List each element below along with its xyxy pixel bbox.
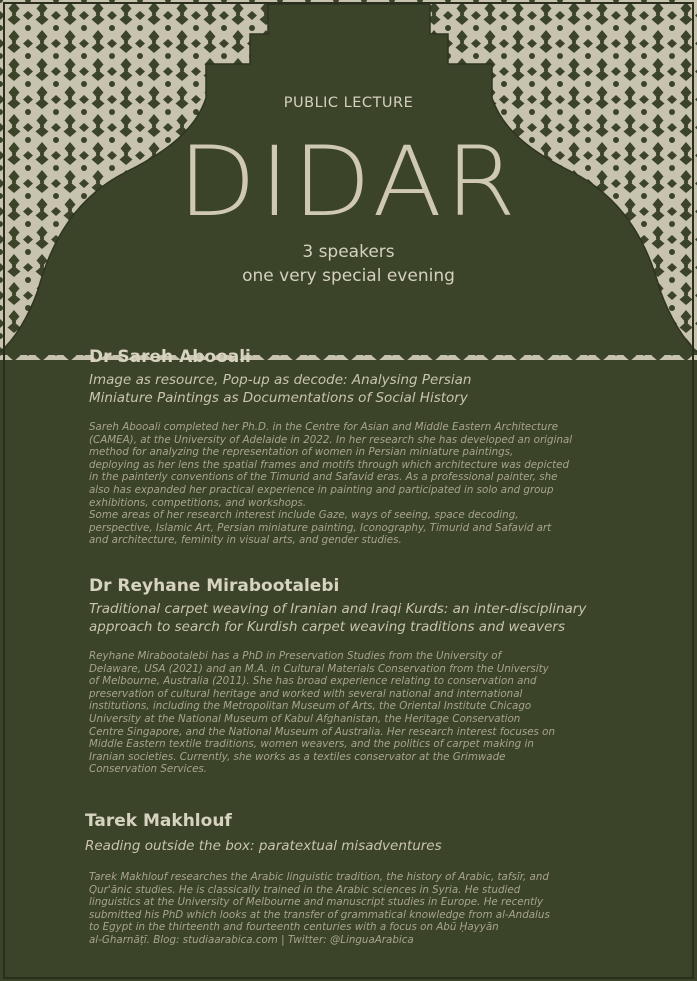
speaker-section [85, 810, 645, 947]
bio-line: in the painterly conventions of the Timurid and Safavid eras. As a professional painter, she [89, 471, 558, 484]
talk-title [89, 600, 649, 636]
bio-line: Qur'ānic studies. He is classically trained in the Arabic sciences in Syria. He studied [89, 883, 521, 896]
talk-title-line: Miniature Paintings as Documentations of Social History [89, 390, 468, 406]
bio-line: perspective, Islamic Art, Persian miniature painting, Iconography, Timurid and Safavid art [89, 521, 552, 534]
speaker-name: Tarek Makhlouf [85, 811, 232, 831]
bio-line: exhibitions, competitions, and workshops. [89, 496, 307, 509]
speaker-section [89, 346, 649, 547]
talk-title [89, 371, 649, 407]
event-title: DIDAR [177, 126, 520, 238]
tagline-line-1: 3 speakers [302, 242, 395, 262]
speaker-bio [89, 871, 645, 947]
speaker-section [89, 575, 649, 776]
talk-title-line: Traditional carpet weaving of Iranian and Iraqi Kurds: an inter-disciplinary [89, 601, 587, 617]
bio-line: to Egypt in the thirteenth and fourteenth centuries with a focus on Abū Ḥayyān [89, 921, 499, 934]
tagline-line-2: one very special evening [242, 266, 455, 286]
speaker-bio [89, 421, 649, 547]
bio-line: also has expanded her practical experience in painting and participated in solo and group [89, 483, 554, 496]
bio-line: Tarek Makhlouf researches the Arabic linguistic tradition, the history of Arabic, tafsīr, and [89, 871, 549, 883]
bio-line: Iranian societies. Currently, she works as a textiles conservator at the Grimwade [89, 750, 506, 763]
talk-title [85, 837, 645, 855]
talk-title-line: approach to search for Kurdish carpet weaving traditions and weavers [89, 619, 565, 635]
bio-line: and architecture, feminity in visual arts, and gender studies. [89, 534, 402, 547]
bio-line: Conservation Services. [89, 763, 208, 776]
event-type-label: PUBLIC LECTURE [283, 95, 414, 111]
bio-line: Sareh Abooali completed her Ph.D. in the Centre for Asian and Middle Eastern Architecture [89, 421, 559, 433]
bio-line: submitted his PhD which looks at the transfer of grammatical knowledge from al-Andalus [89, 908, 550, 921]
bio-line: Reyhane Mirabootalebi has a PhD in Preservation Studies from the University of [89, 650, 502, 662]
talk-title-line: Reading outside the box: paratextual misadventures [85, 838, 442, 854]
bio-line: Delaware, USA (2021) and an M.A. in Cultural Materials Conservation from the University [89, 662, 549, 675]
bio-line: Centre Singapore, and the National Museum of Australia. Her research interest focuses on [89, 725, 556, 738]
bio-line: Middle Eastern textile traditions, women weavers, and the politics of carpet making in [89, 738, 534, 751]
bio-line: method for analyzing the representation of women in Persian miniature paintings, [89, 446, 514, 459]
bio-line: preservation of cultural heritage and worked with several national and international [89, 687, 523, 700]
speaker-name: Dr Sareh Abooali [89, 347, 251, 367]
talk-title-line: Image as resource, Pop-up as decode: Analysing Persian [89, 372, 472, 388]
speaker-name: Dr Reyhane Mirabootalebi [89, 576, 340, 596]
bio-line: institutions, including the Metropolitan Museum of Arts, the Oriental Institute Chicago [89, 700, 532, 713]
bio-line: al-Gharnāṭī. Blog: studiaarabica.com | Twitter: @LinguaArabica [89, 933, 414, 946]
speaker-bio [89, 650, 649, 776]
bio-line: deploying as her lens the spatial frames and motifs through which architecture was depicted [89, 458, 570, 471]
bio-line: University at the National Museum of Kabul Afghanistan, the Heritage Conservation [89, 712, 521, 725]
bio-line: (CAMEA), at the University of Adelaide in 2022. In her research she has developed an original [89, 433, 573, 446]
bio-line: of Melbourne, Australia (2011). She has broad experience relating to conservation and [89, 675, 537, 688]
bio-line: Some areas of her research interest include Gaze, ways of seeing, space decoding, [89, 509, 519, 522]
bio-line: linguistics at the University of Melbourne and manuscript studies in Europe. He recently [89, 896, 544, 909]
